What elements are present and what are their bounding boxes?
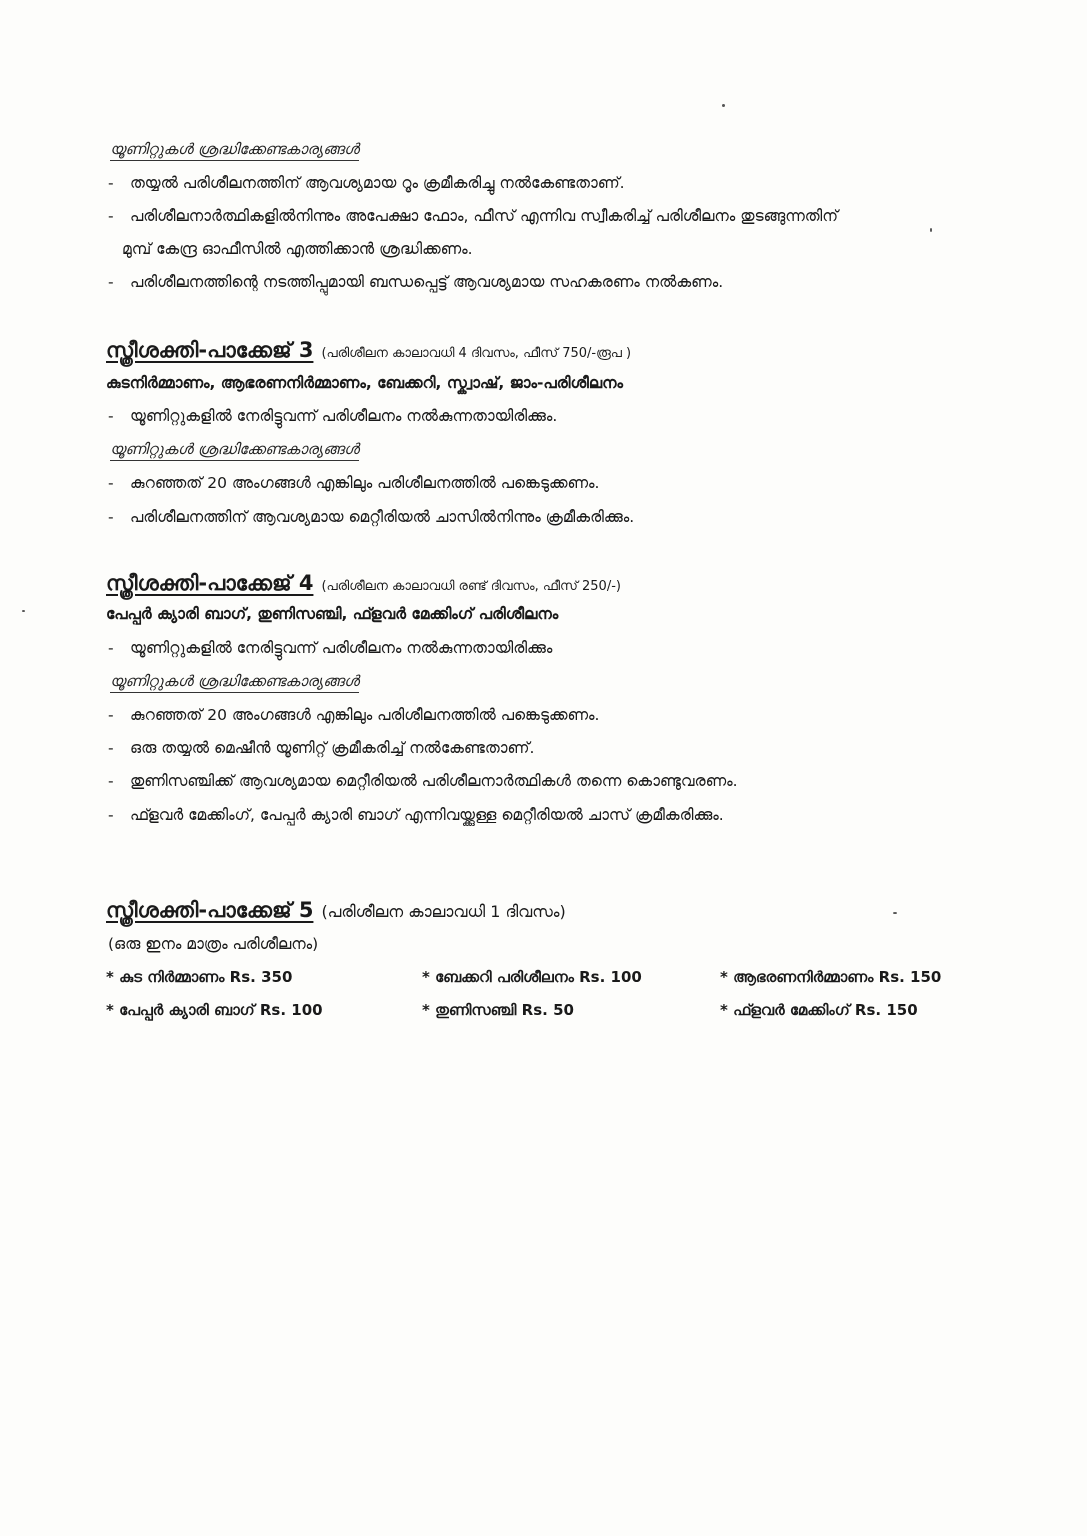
dash-marker: - — [108, 772, 114, 790]
package-4-title: സ്ത്രീശക്തി-പാക്കേജ് 4 — [106, 571, 314, 595]
package-4-bullet-3 — [108, 772, 738, 791]
dash-marker: - — [108, 639, 114, 657]
package-5-item: * ബേക്കറി പരിശീലനം Rs. 100 — [422, 968, 642, 986]
dash-marker: - — [108, 273, 114, 291]
package-4-heading — [106, 571, 621, 596]
package-5-heading — [106, 898, 566, 923]
dash-marker: - — [108, 739, 114, 757]
package-4-subheading: യൂണിറ്റുകൾ ശ്രദ്ധിക്കേണ്ടകാര്യങ്ങൾ — [110, 672, 359, 693]
dash-marker: - — [108, 207, 114, 225]
scan-speck — [893, 912, 897, 914]
dash-marker: - — [108, 508, 114, 526]
package-4-courses: പേപ്പർ ക്യാരി ബാഗ്, തുണിസഞ്ചി, ഫ്ളവർ മേക്കിംഗ് പരിശീലനം — [106, 605, 559, 623]
bullet-text: തയ്യൽ പരിശീലനത്തിന് ആവശ്യമായ റൂം ക്രമീകരിച്ചു നൽകേണ്ടതാണ്. — [130, 174, 625, 192]
package-5-item: * തുണിസഞ്ചി Rs. 50 — [422, 1001, 574, 1019]
package-3-heading — [106, 338, 631, 363]
bullet-text: കുറഞ്ഞത് 20 അംഗങ്ങൾ എങ്കിലും പരിശീലനത്തിൽ പങ്കെടുക്കണം. — [130, 706, 600, 724]
package-5-item: * ഫ്ളവർ മേക്കിംഗ് Rs. 150 — [720, 1001, 918, 1019]
package-5-item: * കുട നിർമ്മാണം Rs. 350 — [106, 968, 293, 986]
section-a-bullet-2-cont: മുമ്പ് കേന്ദ്ര ഓഫീസിൽ എത്തിക്കാൻ ശ്രദ്ധിക്കണം. — [122, 240, 473, 258]
section-a-bullet-1 — [108, 174, 625, 193]
package-5-note: (ഒരു ഇനം മാത്രം പരിശീലനം) — [108, 935, 319, 953]
dash-marker: - — [108, 474, 114, 492]
bullet-text: ഫ്ളവർ മേക്കിംഗ്, പേപ്പർ ക്യാരി ബാഗ് എന്നിവയ്ക്കുള്ള മെറ്റീരിയൽ ചാസ് ക്രമീകരിക്കും. — [130, 806, 724, 824]
package-4-bullet-1 — [108, 706, 599, 725]
package-4-meta: (പരിശീലന കാലാവധി രണ്ട് ദിവസം, ഫീസ് 250/-) — [321, 579, 621, 594]
dash-marker: - — [108, 706, 114, 724]
package-3-note — [108, 407, 557, 426]
package-3-title: സ്ത്രീശക്തി-പാക്കേജ് 3 — [106, 338, 314, 362]
bullet-text: പരിശീലനത്തിന് ആവശ്യമായ മെറ്റീരിയൽ ചാസിൽനിന്നും ക്രമീകരിക്കും. — [130, 508, 635, 526]
package-3-bullet-1 — [108, 474, 599, 493]
scan-speck — [722, 104, 725, 107]
note-text: യൂണിറ്റുകളിൽ നേരിട്ടുവന്ന് പരിശീലനം നൽകുന്നതായിരിക്കും. — [130, 407, 558, 425]
package-3-meta: (പരിശീലന കാലാവധി 4 ദിവസം, ഫീസ് 750/-രൂപ ) — [321, 346, 632, 361]
package-3-bullet-2 — [108, 508, 634, 527]
bullet-text: പരിശീലനത്തിന്റെ നടത്തിപ്പുമായി ബന്ധപ്പെട്ട് ആവശ്യമായ സഹകരണം നൽകണം. — [130, 273, 724, 291]
package-5-item: * പേപ്പർ ക്യാരി ബാഗ് Rs. 100 — [106, 1001, 323, 1019]
bullet-text: തുണിസഞ്ചിക്ക് ആവശ്യമായ മെറ്റീരിയൽ പരിശീലനാർത്ഥികൾ തന്നെ കൊണ്ടുവരണം. — [130, 772, 738, 790]
package-3-courses: കുടനിർമ്മാണം, ആഭരണനിർമ്മാണം, ബേക്കറി, സ്ക്വാഷ്, ജാം-പരിശീലനം — [106, 374, 624, 392]
bullet-text: ഒരു തയ്യൽ മെഷീൻ യൂണിറ്റ് ക്രമീകരിച്ച് നൽകേണ്ടതാണ്. — [130, 739, 535, 757]
package-5-meta: (പരിശീലന കാലാവധി 1 ദിവസം) — [321, 902, 566, 921]
note-text: യൂണിറ്റുകളിൽ നേരിട്ടുവന്ന് പരിശീലനം നൽകുന്നതായിരിക്കും — [130, 639, 553, 657]
section-a-subheading: യൂണിറ്റുകൾ ശ്രദ്ധിക്കേണ്ടകാര്യങ്ങൾ — [110, 140, 359, 161]
package-4-bullet-2 — [108, 739, 534, 758]
scan-speck — [22, 610, 25, 612]
dash-marker: - — [108, 407, 114, 425]
package-4-note — [108, 639, 552, 658]
section-a-bullet-3 — [108, 273, 723, 292]
dash-marker: - — [108, 174, 114, 192]
bullet-text: കുറഞ്ഞത് 20 അംഗങ്ങൾ എങ്കിലും പരിശീലനത്തിൽ പങ്കെടുക്കണം. — [130, 474, 600, 492]
dash-marker: - — [108, 806, 114, 824]
bullet-text: പരിശീലനാർത്ഥികളിൽനിന്നും അപേക്ഷാ ഫോം, ഫീസ് എന്നിവ സ്വീകരിച്ച് പരിശീലനം തുടങ്ങുന്നതിന് — [130, 207, 839, 225]
package-4-bullet-4 — [108, 806, 724, 825]
scan-speck — [930, 228, 932, 232]
package-5-title: സ്ത്രീശക്തി-പാക്കേജ് 5 — [106, 898, 314, 922]
package-3-subheading: യൂണിറ്റുകൾ ശ്രദ്ധിക്കേണ്ടകാര്യങ്ങൾ — [110, 440, 359, 461]
package-5-item: * ആഭരണനിർമ്മാണം Rs. 150 — [720, 968, 942, 986]
section-a-bullet-2 — [108, 207, 838, 226]
